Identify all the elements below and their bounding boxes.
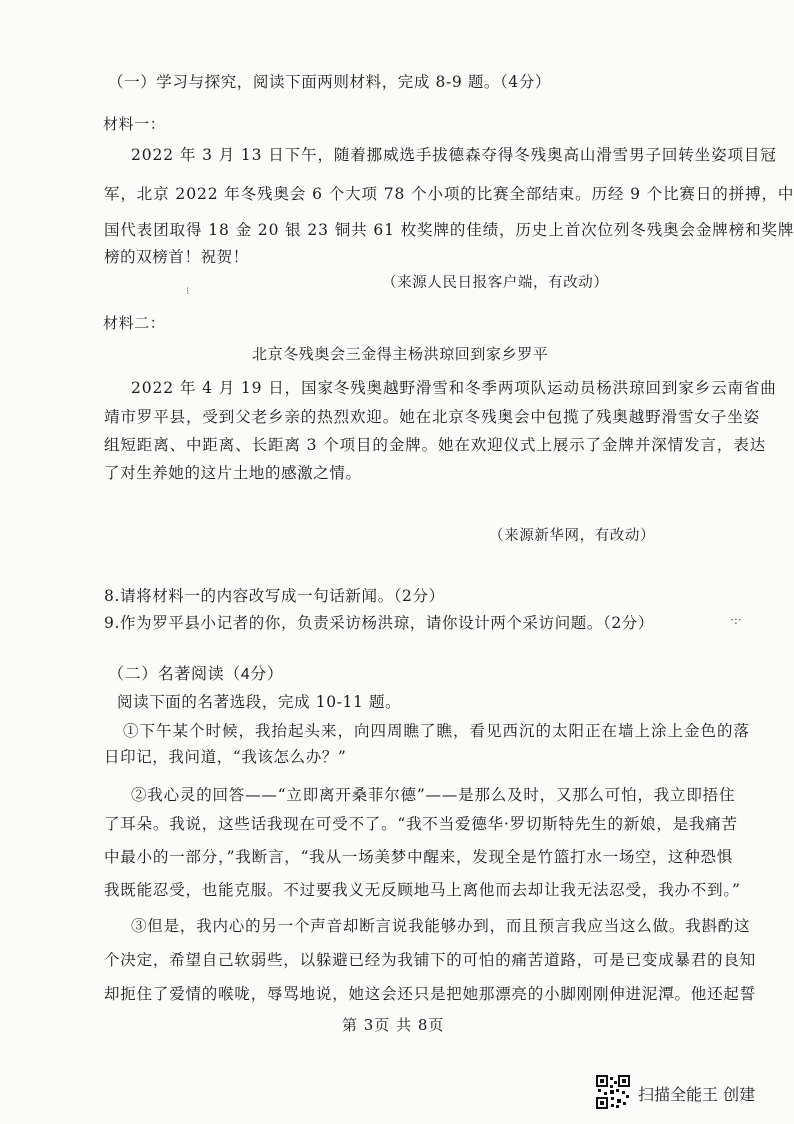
- scanner-watermark: 扫描全能王 创建: [638, 1085, 756, 1104]
- excerpt-paragraph-3-line: 却扼住了爱情的喉咙，辱骂地说，她这会还只是把她那漂亮的小脚刚刚伸进泥潭。他还起誓: [104, 985, 757, 1003]
- section-1-heading: （一）学习与探究，阅读下面两则材料，完成 8-9 题。（4分）: [108, 73, 552, 91]
- excerpt-paragraph-1-line: 日印记，我问道，“我该怎么办？”: [104, 748, 347, 766]
- material-1-line: 榜的双榜首！祝贺！: [104, 248, 249, 266]
- material-2-line: 2022 年 4 月 19 日，国家冬残奥越野滑雪和冬季两项队运动员杨洪琼回到家乡云南省曲: [131, 379, 777, 397]
- excerpt-paragraph-2-line: 了耳朵。我说，这些话我现在可受不了。“我不当爱德华·罗切斯特先生的新娘，是我痛苦: [104, 815, 738, 833]
- excerpt-paragraph-2-line: ②我心灵的回答——“立即离开桑菲尔德”——是那么及时，又那么可怕，我立即捂住: [131, 786, 736, 804]
- question-9: 9.作为罗平县小记者的你，负责采访杨洪琼，请你设计两个采访问题。（2分）: [104, 614, 655, 632]
- excerpt-paragraph-2-line: 我既能忍受，也能克服。不过要我义无反顾地马上离他而去却让我无法忍受，我办不到。”: [104, 881, 741, 899]
- material-2-label: 材料二：: [103, 314, 166, 332]
- material-2-source: （来源新华网，有改动）: [489, 528, 656, 544]
- material-1-line: 军，北京 2022 年冬残奥会 6 个大项 78 个小项的比赛全部结束。历经 9 个比赛日的拼搏，中: [104, 185, 794, 203]
- excerpt-paragraph-3-line: 个决定，希望自己软弱些，以躲避已经为我铺下的可怕的痛苦道路，可是已变成暴君的良知: [104, 951, 757, 969]
- qr-code-icon: [596, 1075, 630, 1109]
- scan-speck: ·:·: [730, 613, 742, 627]
- section-2-intro: 阅读下面的名著选段，完成 10-11 题。: [117, 693, 402, 711]
- material-1-line: 国代表团取得 18 金 20 银 23 铜共 61 枚奖牌的佳绩，历史上首次位列冬残奥会金牌榜和奖牌: [104, 221, 794, 239]
- excerpt-paragraph-3-line: ③但是，我内心的另一个声音却断言说我能够办到，而且预言我应当这么做。我斟酌这: [131, 917, 751, 935]
- material-2-line: 靖市罗平县，受到父老乡亲的热烈欢迎。她在北京冬残奥会中包揽了残奥越野滑雪女子坐姿: [104, 408, 761, 426]
- scan-speck: ⁝: [186, 286, 190, 297]
- section-2-heading: （二）名著阅读（4分）: [108, 666, 284, 683]
- material-2-line: 了对生养她的这片土地的感激之情。: [104, 464, 362, 482]
- material-1-label: 材料一：: [103, 115, 166, 133]
- material-2-title: 北京冬残奥会三金得主杨洪琼回到家乡罗平: [252, 345, 549, 363]
- page-number: 第 3页 共 8页: [342, 1016, 445, 1034]
- question-8: 8.请将材料一的内容改写成一句话新闻。（2分）: [104, 587, 445, 605]
- material-1-line: 2022 年 3 月 13 日下午，随着挪威选手拔德森夺得冬残奥高山滑雪男子回转坐姿项目冠: [131, 146, 777, 164]
- material-1-source: （来源人民日报客户端，有改动）: [382, 275, 609, 291]
- excerpt-paragraph-2-line: 中最小的一部分，”我断言，“我从一场美梦中醒来，发现全是竹篮打水一场空，这种恐惧: [104, 848, 734, 866]
- material-2-line: 组短距离、中距离、长距离 3 个项目的金牌。她在欢迎仪式上展示了金牌并深情发言，表达: [104, 436, 767, 454]
- excerpt-paragraph-1-line: ①下午某个时候，我抬起头来，向四周瞧了瞧，看见西沉的太阳正在墙上涂上金色的落: [123, 722, 751, 740]
